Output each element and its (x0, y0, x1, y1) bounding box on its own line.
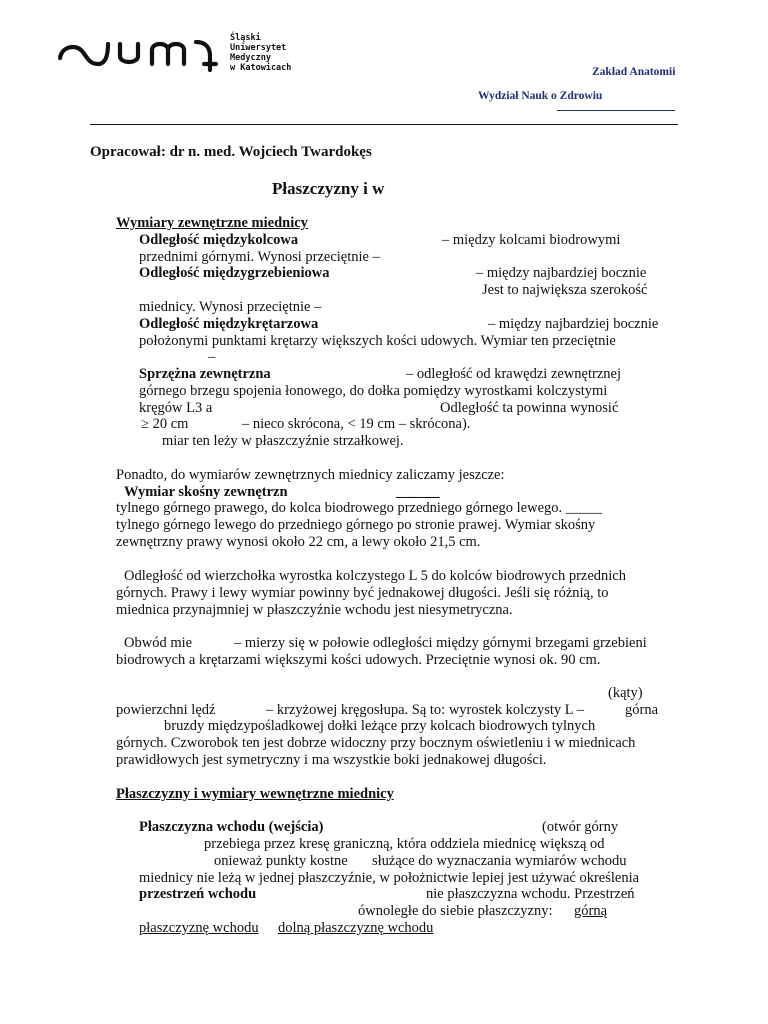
text-line: tylnego górnego lewego do przedniego górnego po stronie prawej. Wymiar skośny (116, 517, 596, 533)
text-line: onieważ punkty kostne (214, 853, 348, 869)
text-line: miar ten leży w płaszczyźnie strzałkowej. (162, 433, 404, 449)
text-line: górnego brzegu spojenia łonowego, do dołka pomiędzy wyrostkami kolczystymi (139, 383, 608, 399)
text-line: (kąty) (608, 685, 643, 701)
text-line: – między kolcami biodrowymi (442, 232, 621, 248)
text-line: płaszczyznę wchodu (139, 920, 259, 936)
page-title: Płaszczyzny i w (272, 179, 385, 198)
text-line: nie płaszczyzna wchodu. Przestrzeń (426, 886, 635, 902)
text-line: miednicy. Wynosi przeciętnie – (139, 299, 322, 315)
text-line: Obwód mie (124, 635, 193, 651)
text-line: przednimi górnymi. Wynosi przeciętnie – (139, 249, 380, 265)
term-interspinous: Odległość międzykolcowa (139, 232, 299, 248)
text-line: powierzchni lędź (116, 702, 216, 718)
text-line: Odległość ta powinna wynosić (440, 400, 619, 416)
header-rule (90, 124, 678, 125)
text-line: służące do wyznaczania wymiarów wchodu (372, 853, 627, 869)
text-line: (otwór górny (542, 819, 619, 835)
term-oblique-external: Wymiar skośny zewnętrzn (124, 484, 288, 500)
author-line: Opracował: dr n. med. Wojciech Twardokęs (90, 144, 372, 160)
section-heading-external: Wymiary zewnętrzne miednicy (116, 215, 308, 231)
university-name: Śląski Uniwersytet Medyczny w Katowicach (230, 33, 292, 73)
text-line: górna (625, 702, 659, 718)
text-line: bruzdy międzypośladkowej dołki leżące przy kolcach biodrowych tylnych (164, 718, 596, 734)
term-inlet-plane: Płaszczyzna wchodu (wejścia) (139, 819, 324, 835)
faculty-name: Wydział Nauk o Zdrowiu (478, 90, 603, 102)
text-line: zewnętrzny prawy wynosi około 22 cm, a lewy około 21,5 cm. (116, 534, 481, 550)
text-line: położonymi punktami krętarzy większych kości udowych. Wymiar ten przeciętnie (139, 333, 616, 349)
faculty-underline (557, 110, 675, 111)
term-intercristal: Odległość międzygrzebieniowa (139, 265, 330, 281)
text-line: górnych. Czworobok ten jest dobrze widoczny przy bocznym oświetleniu i w miednicach (116, 735, 636, 751)
text-line: Jest to największa szerokość (482, 282, 648, 298)
text-line: ównoległe do siebie płaszczyzny: (358, 903, 553, 919)
term-external-conjugate: Sprzężna zewnętrzna (139, 366, 271, 382)
department-name: Zakład Anatomii (592, 66, 676, 78)
text-line: Odległość od wierzchołka wyrostka kolczystego L 5 do kolców biodrowych przednich (124, 568, 626, 584)
text-line: biodrowych a krętarzami większymi kości udowych. Przeciętnie wynosi ok. 90 cm. (116, 652, 601, 668)
text-line: kręgów L3 a (139, 400, 213, 416)
text-line: – odległość od krawędzi zewnętrznej (406, 366, 621, 382)
text-line: – nieco skrócona, < 19 cm – skrócona). (242, 416, 471, 432)
text-line: przebiega przez kresę graniczną, która oddziela miednicę większą od (204, 836, 605, 852)
text-line: – między najbardziej bocznie (476, 265, 647, 281)
text-line: tylnego górnego prawego, do kolca biodrowego przedniego górnego lewego. _____ (116, 500, 603, 516)
text-line: górnych. Prawy i lewy wymiar powinny być jednakowej długości. Jeśli się różnią, to (116, 585, 609, 601)
text-line: – krzyżowej kręgosłupa. Są to: wyrostek kolczysty L – (266, 702, 584, 718)
text-line: dolną płaszczyznę wchodu (278, 920, 434, 936)
text-line: miednica przynajmniej w płaszczyźnie wchodu jest niesymetryczna. (116, 602, 513, 618)
text-line: górną (574, 903, 608, 919)
section-heading-internal: Płaszczyzny i wymiary wewnętrzne miednicy (116, 786, 394, 802)
text-line: prawidłowych jest symetryczny i ma wszystkie boki jednakowej długości. (116, 752, 547, 768)
term-intertrochanteric: Odległość międzykrętarzowa (139, 316, 319, 332)
blank-line: ______ (396, 484, 440, 500)
text-line: miednicy nie leżą w jednej płaszczyźnie, w położnictwie lepiej jest używać określenia (139, 870, 640, 886)
text-line: – (208, 349, 216, 365)
text-line: ≥ 20 cm (141, 416, 189, 432)
university-logo (56, 36, 220, 76)
text-line: – między najbardziej bocznie (488, 316, 659, 332)
text-line: Ponadto, do wymiarów zewnętrznych miednicy zaliczamy jeszcze: (116, 467, 505, 483)
text-line: – mierzy się w połowie odległości między górnymi brzegami grzebieni (234, 635, 647, 651)
term-inlet-space: przestrzeń wchodu (139, 886, 257, 902)
